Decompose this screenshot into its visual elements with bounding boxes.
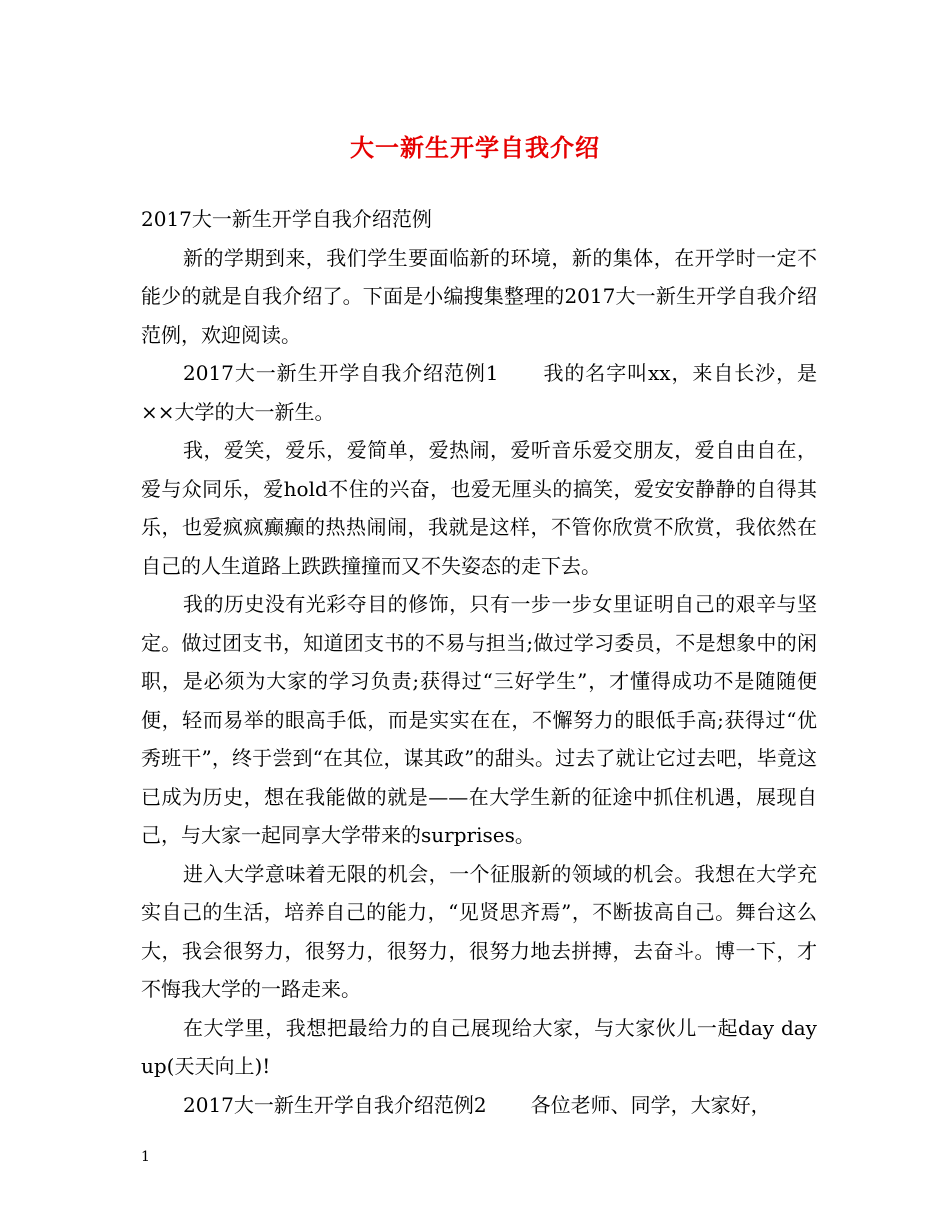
document-body [141,200,817,1124]
example-2-heading: 2017大一新生开学自我介绍范例2 [183,1092,487,1117]
day-day-up-paragraph: 在大学里，我想把最给力的自己展现给大家，与大家伙儿一起day day up(天天向上)! [141,1015,817,1078]
hobbies-paragraph: 我，爱笑，爱乐，爱简单，爱热闹，爱听音乐爱交朋友，爱自由自在，爱与众同乐，爱hold不住的兴奋，也爱无厘头的搞笑，爱安安静静的自得其乐，也爱疯疯癫癫的热热闹闹，我就是这样，不管你欣赏不欣赏，我依然在自己的人生道路上跌跌撞撞而又不失姿态的走下去。 [141,438,817,578]
example-1-paragraph [141,354,817,431]
opportunity-paragraph: 进入大学意味着无限的机会，一个征服新的领域的机会。我想在大学充实自己的生活，培养自己的能力，“见贤思齐焉”，不断拔高自己。舞台这么大，我会很努力，很努力，很努力，很努力地去拼搏，去奋斗。博一下，才不悔我大学的一路走来。 [141,861,817,1001]
example-2-paragraph [141,1086,817,1125]
example-1-heading: 2017大一新生开学自我介绍范例1 [183,361,499,385]
subtitle: 2017大一新生开学自我介绍范例 [141,207,432,231]
history-paragraph: 我的历史没有光彩夺目的修饰，只有一步一步女里证明自己的艰辛与坚定。做过团支书，知道团支书的不易与担当;做过学习委员，不是想象中的闲职，是必须为大家的学习负责;获得过“三好学生”，才懂得成功不是随随便便，轻而易举的眼高手低，而是实实在在，不懈努力的眼低手高;获得过“优秀班干”，终于尝到“在其位，谋其政”的甜头。过去了就让它过去吧，毕竟这已成为历史，想在我能做的就是——在大学生新的征途中抓住机遇，展现自己，与大家一起同享大学带来的surprises。 [141,592,817,847]
intro-paragraph: 新的学期到来，我们学生要面临新的环境，新的集体，在开学时一定不能少的就是自我介绍了。下面是小编搜集整理的2017大一新生开学自我介绍范例，欢迎阅读。 [141,245,817,347]
document-title: 大一新生开学自我介绍 [350,133,600,162]
example-2-opening: 各位老师、同学，大家好， [530,1092,771,1117]
page-number: 1 [141,1149,150,1165]
example-1-opening: 我的名字叫xx，来自长沙，是××大学的大一新生。 [141,361,817,424]
